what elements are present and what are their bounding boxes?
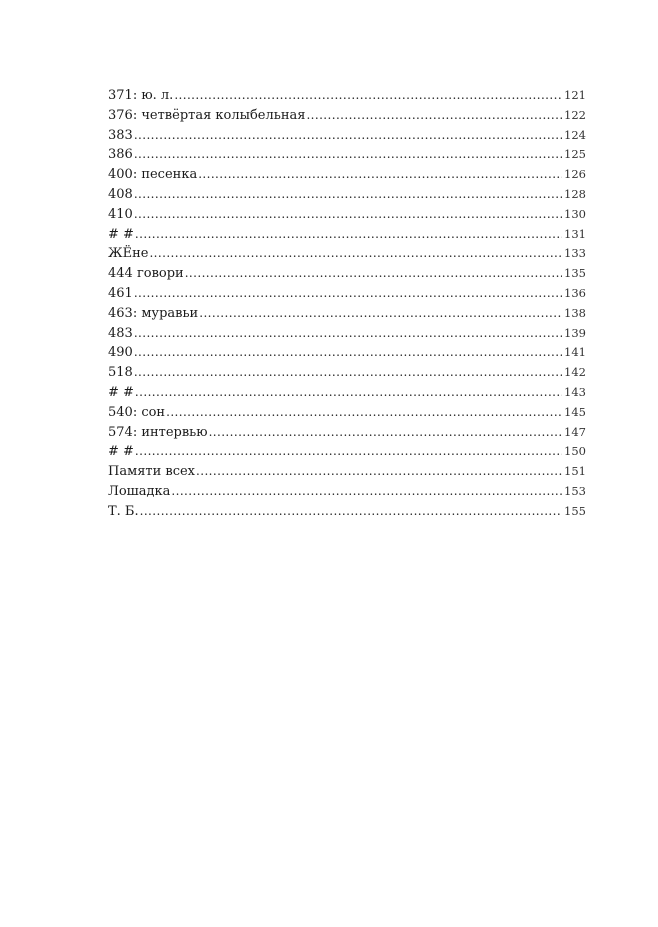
toc-entry [108, 286, 586, 306]
toc-entry-page: 139 [564, 325, 586, 340]
toc-entry-title: Памяти всех [108, 464, 196, 480]
toc-entry-title: Лошадка [108, 483, 171, 499]
toc-entry [108, 207, 586, 227]
toc-dot-leader [196, 464, 562, 478]
toc-entry-page: 125 [564, 147, 586, 162]
toc-entry-page: 128 [564, 186, 586, 201]
toc-entry-page: 155 [564, 503, 586, 518]
toc-entry-title: 383 [108, 127, 133, 143]
toc-entry [108, 108, 586, 128]
toc-entry-title: 463: муравьи [108, 305, 199, 321]
toc-entry-page: 136 [564, 285, 586, 300]
toc-entry-title: 386 [108, 147, 133, 163]
toc-entry [108, 306, 586, 326]
toc-dot-leader [134, 187, 562, 201]
toc-entry-page: 147 [564, 424, 586, 439]
toc-entry [108, 385, 586, 405]
toc-dot-leader [134, 365, 562, 379]
toc-entry-page: 153 [564, 483, 586, 498]
toc-entry-title: 461 [108, 285, 133, 301]
toc-entry-page: 135 [564, 266, 586, 281]
toc-entry-page: 130 [564, 206, 586, 221]
toc-dot-leader [149, 246, 562, 260]
toc-entry [108, 464, 586, 484]
toc-entry-title: 400: песенка [108, 167, 198, 183]
toc-entry [108, 147, 586, 167]
toc-dot-leader [134, 345, 562, 359]
toc-dot-leader [199, 306, 562, 320]
toc-entry-title: # # [108, 384, 134, 400]
toc-dot-leader [198, 167, 562, 181]
toc-dot-leader [134, 286, 562, 300]
toc-entry [108, 504, 586, 524]
toc-entry-title: # # [108, 444, 134, 460]
toc-dot-leader [306, 108, 562, 122]
toc-entry-page: 150 [564, 444, 586, 459]
toc-entry-page: 124 [564, 127, 586, 142]
toc-entry [108, 425, 586, 445]
toc-entry-page: 151 [564, 464, 586, 479]
table-of-contents [108, 88, 586, 524]
toc-entry-page: 122 [564, 107, 586, 122]
toc-entry [108, 484, 586, 504]
toc-entry [108, 167, 586, 187]
toc-dot-leader [134, 326, 562, 340]
toc-dot-leader [134, 128, 562, 142]
toc-entry-page: 133 [564, 246, 586, 261]
toc-entry-title: 540: сон [108, 404, 166, 420]
toc-dot-leader [209, 425, 562, 439]
toc-entry [108, 266, 586, 286]
toc-entry-title: ЖЁне [108, 246, 149, 262]
toc-entry-title: 408 [108, 186, 133, 202]
toc-entry-title: 518 [108, 365, 133, 381]
toc-dot-leader [174, 88, 562, 102]
toc-entry [108, 227, 586, 247]
toc-entry-title: Т. Б. [108, 503, 139, 519]
toc-entry-title: # # [108, 226, 134, 242]
toc-dot-leader [134, 207, 562, 221]
toc-entry [108, 246, 586, 266]
toc-entry-title: 371: ю. л. [108, 88, 174, 103]
toc-entry [108, 187, 586, 207]
toc-entry-title: 574: интервью [108, 424, 208, 440]
toc-dot-leader [166, 405, 562, 419]
toc-dot-leader [134, 147, 562, 161]
toc-dot-leader [171, 484, 562, 498]
toc-entry-page: 138 [564, 305, 586, 320]
toc-entry-page: 126 [564, 167, 586, 182]
toc-entry [108, 345, 586, 365]
toc-dot-leader [140, 504, 562, 518]
toc-entry-page: 143 [564, 384, 586, 399]
toc-dot-leader [135, 444, 562, 458]
toc-entry-title: 410 [108, 206, 133, 222]
toc-dot-leader [135, 385, 562, 399]
toc-entry-page: 131 [564, 226, 586, 241]
toc-entry [108, 444, 586, 464]
toc-entry [108, 128, 586, 148]
toc-entry [108, 326, 586, 346]
toc-entry-page: 121 [564, 88, 586, 102]
toc-dot-leader [135, 227, 562, 241]
toc-entry-page: 145 [564, 404, 586, 419]
toc-entry [108, 405, 586, 425]
toc-entry [108, 365, 586, 385]
toc-entry-page: 141 [564, 345, 586, 360]
toc-entry-title: 444 говори [108, 266, 184, 282]
toc-entry-title: 483 [108, 325, 133, 341]
toc-entry-title: 490 [108, 345, 133, 361]
toc-entry-page: 142 [564, 365, 586, 380]
toc-dot-leader [185, 266, 562, 280]
toc-entry [108, 88, 586, 108]
toc-entry-title: 376: четвёртая колыбельная [108, 107, 306, 123]
